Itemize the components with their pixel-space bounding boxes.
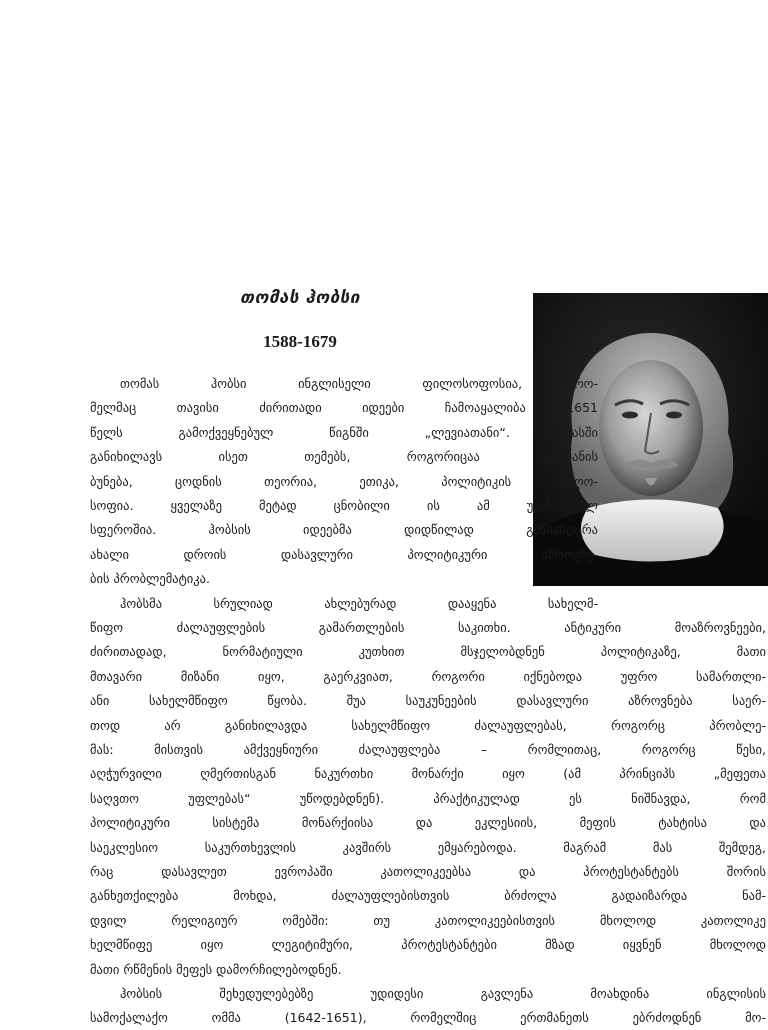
body-text-line: სფეროშია. ჰობსის იდეებმა დიდწილად განსაზღვრა [90,522,598,538]
body-text-line: საღვთო უფლებას“ უწოდებდნენ). პრაქტიკულად ეს ნიშნავდა, რომ [90,790,766,806]
body-text-line: წელს გამოქვეყნებულ წიგნში „ლევიათანი“. მასში [90,424,598,440]
body-text-line: განხეთქილება მოხდა, ძალაუფლებისთვის ბრძოლა გადაიზარდა ნამ- [90,888,766,904]
body-text-line: ანი სახელმწიფო წყობა. შუა საუკუნეების დასავლური აზროვნება საერ- [90,693,766,709]
body-text-line: სოფია. ყველაზე მეტად ცნობილი ის ამ უკანასკნელ [90,498,598,513]
body-text-line: მელმაც თავისი ძირითადი იდეები ჩამოაყალიბა 1651 [90,400,598,416]
body-text-line: ძირითადად, ნორმატიული კუთხით მსჯელობდნენ პოლიტიკაზე, მათი [90,644,766,660]
body-text-line: ჰობსმა სრულიად ახლებურად დააყენა სახელმ- [120,595,598,611]
body-text-line: განიხილავს ისეთ თემებს, როგორიცაა ადამიანის [90,449,598,465]
body-text-line: წიფო ძალაუფლების გამართლების საკითხი. ანტიკური მოაზროვნეები, [90,620,766,635]
body-text-line: თომას ჰობსი ინგლისელი ფილოსოფოსია, რო- [120,376,598,391]
body-text-line: საეკლესიო საკურთხევლის კავშირს ემყარებოდა. მაგრამ მას შემდეგ, [90,839,766,855]
body-text-line: ჰობსის შეხედულებებზე უდიდესი გავლენა მოახდინა ინგლისის [120,986,766,1001]
body-text-line: მათი რწმენის მეფეს დამორჩილებოდნენ. [90,961,342,977]
body-text-line: მას: მისთვის ამქვეყნიური ძალაუფლება – რომლითაც, როგორც წესი, [90,742,766,757]
body-text-line: რაც დასავლეთ ევროპაში კათოლიკეებსა და პროტესტანტებს შორის [90,864,766,879]
body-text-line: თოდ არ განიხილავდა სახელმწიფო ძალაუფლებას, როგორც პრობლე- [90,717,766,733]
body-text-line: დვილ რელიგიურ ომებში: თუ კათოლიკეებისთვის მხოლოდ კათოლიკე [90,912,766,928]
body-text-line: აღჭურვილი ღმერთისგან ნაკურთხი მონარქი იყო (ამ პრინციპს „მეფეთა [90,766,766,782]
body-text-line: ბის პრობლემატიკა. [90,571,210,587]
body-text-line: ახალი დროის დასავლური პოლიტიკური აზროვნე- [90,546,598,562]
page-title: თომას ჰობსი [240,288,360,308]
life-years: 1588-1679 [263,332,337,351]
body-text-line: ხელმწიფე იყო ლეგიტიმური, პროტესტანტები მზად იყვნენ მხოლოდ [90,937,766,953]
body-text-line: მთავარი მიზანი იყო, გაერკვიათ, როგორი იქნებოდა უფრო სამართლი- [90,668,766,684]
body-text-line: პოლიტიკური სისტემა მონარქიისა და ეკლესიის, მეფის ტახტისა და [90,815,766,831]
body-text-line: სამოქალაქო ომმა (1642-1651), რომელშიც ერთმანეთს ებრძოდნენ მო- [90,1010,766,1026]
body-text-line: ბუნება, ცოდნის თეორია, ეთიკა, პოლიტიკის ფილო- [90,473,598,489]
